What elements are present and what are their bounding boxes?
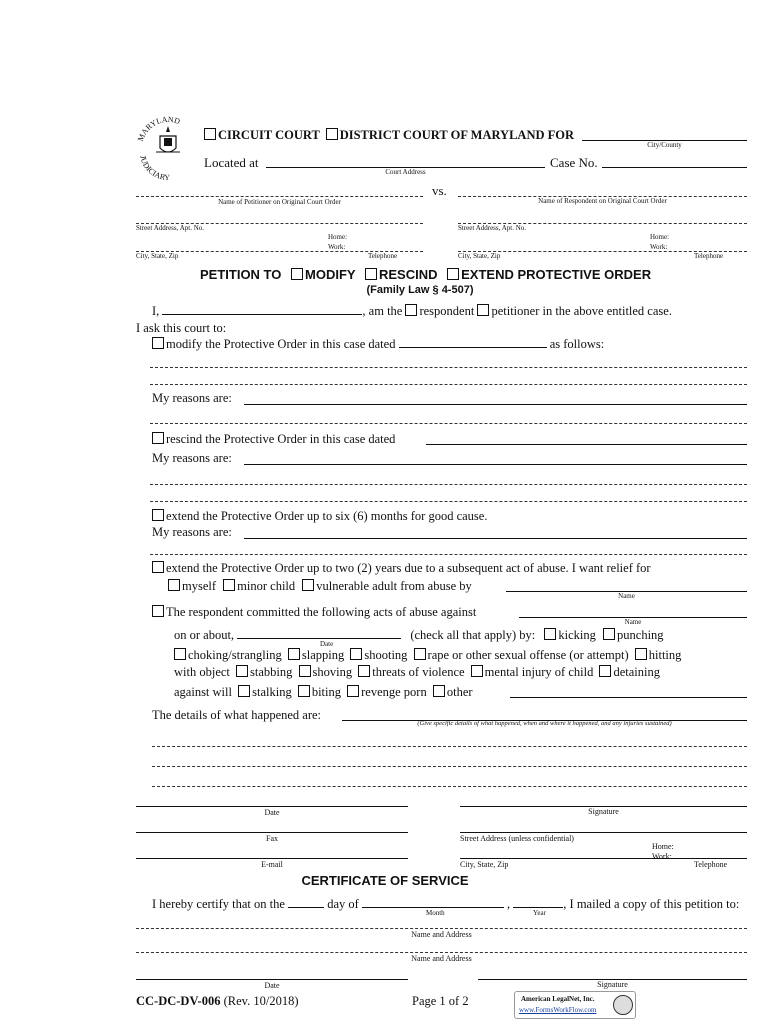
i-label: I, [152, 304, 160, 318]
sign-work-label: Work: [652, 852, 672, 861]
myself-checkbox[interactable] [168, 579, 180, 591]
ask-court-label: I ask this court to: [136, 321, 227, 335]
rescind-reasons-label: My reasons are: [152, 451, 232, 465]
on-or-about-line [174, 628, 664, 643]
biting-label: biting [311, 685, 341, 699]
details-label: The details of what happened are: [152, 708, 322, 722]
extend-six-option [152, 509, 487, 524]
details-line-1[interactable] [152, 746, 747, 747]
choking-checkbox[interactable] [174, 648, 186, 660]
with-object-label: with object [174, 665, 230, 679]
statement-line [152, 304, 672, 319]
extend-title-checkbox[interactable] [447, 268, 459, 280]
extend-six-checkbox[interactable] [152, 509, 164, 521]
threats-checkbox[interactable] [358, 665, 370, 677]
details-line-2[interactable] [152, 766, 747, 767]
publisher-logo-icon [613, 995, 633, 1015]
signature-caption: Signature [588, 807, 619, 816]
rescind-title-label: RESCIND [378, 267, 438, 282]
rape-checkbox[interactable] [414, 648, 426, 660]
stabbing-checkbox[interactable] [236, 665, 248, 677]
vulnerable-adult-checkbox[interactable] [302, 579, 314, 591]
extend-two-label: extend the Protective Order up to two (2) years due to a subsequent act of abuse. I want relief for [166, 561, 651, 575]
publisher-box [514, 991, 636, 1019]
kicking-checkbox[interactable] [544, 628, 556, 640]
case-no-label: Case No. [550, 155, 598, 170]
extend-six-reasons-field[interactable] [244, 538, 747, 539]
petitioner-label: petitioner in the above entitled case. [491, 304, 672, 318]
email-field[interactable] [136, 858, 408, 859]
shoving-checkbox[interactable] [299, 665, 311, 677]
rape-label: rape or other sexual offense (or attempt) [427, 648, 629, 662]
name-address-field-1[interactable] [136, 928, 747, 929]
respondent-street-caption: Street Address, Apt. No. [458, 224, 527, 232]
circuit-court-checkbox[interactable] [204, 128, 216, 140]
mental-injury-checkbox[interactable] [471, 665, 483, 677]
city-county-caption: City/County [647, 141, 682, 149]
details-line-3[interactable] [152, 786, 747, 787]
shooting-label: shooting [364, 648, 408, 662]
abuse-types-row-3 [174, 685, 473, 700]
petitioner-work-label: Work: [328, 243, 346, 251]
form-id [136, 994, 298, 1009]
certificate-title: CERTIFICATE OF SERVICE [301, 873, 469, 888]
modify-reasons-label: My reasons are: [152, 391, 232, 405]
publisher-url[interactable]: www.FormsWorkFlow.com [519, 1006, 597, 1014]
respondent-telephone-caption: Telephone [694, 252, 724, 260]
check-all-label: (check all that apply) by: [410, 628, 536, 642]
modify-date-field[interactable] [399, 337, 547, 348]
extend-two-checkbox[interactable] [152, 561, 164, 573]
revenge-porn-label: revenge porn [361, 685, 427, 699]
modify-label: modify the Protective Order in this case dated [166, 337, 396, 351]
rescind-date-field[interactable] [426, 444, 747, 445]
name-field[interactable] [162, 304, 362, 315]
slapping-checkbox[interactable] [288, 648, 300, 660]
stalking-checkbox[interactable] [238, 685, 250, 697]
cert-date-field[interactable] [136, 979, 408, 980]
biting-checkbox[interactable] [298, 685, 310, 697]
cert-day-field[interactable] [288, 897, 324, 908]
fax-field[interactable] [136, 832, 408, 833]
street-caption: Street Address (unless confidential) [460, 834, 574, 843]
extend-six-line[interactable] [150, 554, 747, 555]
respondent-city-caption: City, State, Zip [458, 252, 501, 260]
petitioner-checkbox[interactable] [477, 304, 489, 316]
acts-of-abuse-checkbox[interactable] [152, 605, 164, 617]
abuse-date-field[interactable] [237, 628, 401, 639]
cert-comma: , [507, 897, 511, 911]
victim-name-caption: Name [624, 618, 642, 626]
cert-signature-caption: Signature [597, 980, 628, 989]
cert-month-caption: Month [426, 909, 445, 917]
cert-year-field[interactable] [513, 897, 563, 908]
petition-to-label: PETITION TO [200, 267, 282, 282]
rescind-line-1[interactable] [150, 484, 747, 485]
petitioner-street-caption: Street Address, Apt. No. [136, 224, 205, 232]
modify-option [152, 337, 604, 352]
publisher-name: American LegalNet, Inc. [521, 995, 595, 1003]
form-id-label: CC-DC-DV-006 [136, 994, 221, 1008]
mental-injury-label: mental injury of child [484, 665, 594, 679]
modify-reasons-line[interactable] [150, 423, 747, 424]
rescind-reasons-field[interactable] [244, 464, 747, 465]
revenge-porn-checkbox[interactable] [347, 685, 359, 697]
petition-subtitle: (Family Law § 4-507) [366, 284, 474, 296]
name-address-caption-1: Name and Address [411, 930, 472, 939]
detaining-label: detaining [613, 665, 660, 679]
respondent-label: respondent [419, 304, 475, 318]
day-of-label: day of [327, 897, 359, 911]
other-field[interactable] [510, 697, 747, 698]
mailed-label: , I mailed a copy of this petition to: [563, 897, 740, 911]
sign-city-caption: City, State, Zip [460, 860, 509, 869]
modify-line-1[interactable] [150, 367, 747, 368]
modify-title-checkbox[interactable] [291, 268, 303, 280]
fax-caption: Fax [266, 834, 278, 843]
on-or-about-label: on or about, [174, 628, 235, 642]
svg-text:JUDICIARY: JUDICIARY [138, 154, 171, 180]
court-address-caption: Court Address [385, 168, 426, 176]
abuse-types-row-2 [174, 665, 660, 680]
sign-date-field[interactable] [136, 806, 408, 807]
rescind-title-checkbox[interactable] [365, 268, 377, 280]
petition-title [200, 267, 651, 282]
abuse-date-caption: Date [320, 640, 334, 648]
modify-reasons-field[interactable] [244, 404, 747, 405]
as-follows-label: as follows: [549, 337, 605, 351]
district-court-label: DISTRICT COURT OF MARYLAND FOR [339, 128, 575, 142]
petitioner-city-caption: City, State, Zip [136, 252, 179, 260]
page-number: Page 1 of 2 [412, 994, 469, 1008]
other-checkbox[interactable] [433, 685, 445, 697]
extend-six-reasons-label: My reasons are: [152, 525, 232, 539]
am-the-label: , am the [362, 304, 403, 318]
relief-for-options [168, 579, 472, 594]
form-revision: (Rev. 10/2018) [223, 994, 299, 1008]
cert-date-caption: Date [264, 981, 280, 990]
rescind-option [152, 432, 395, 447]
punching-checkbox[interactable] [603, 628, 615, 640]
name-address-caption-2: Name and Address [411, 954, 472, 963]
district-court-checkbox[interactable] [326, 128, 338, 140]
modify-title-label: MODIFY [305, 267, 356, 282]
vulnerable-adult-label: vulnerable adult from abuse by [316, 579, 472, 593]
sign-city-field[interactable] [460, 858, 747, 859]
hitting-label: hitting [648, 648, 682, 662]
certify-line [152, 897, 739, 912]
rescind-label: rescind the Protective Order in this case dated [166, 432, 396, 446]
email-caption: E-mail [261, 860, 283, 869]
extend-title-label: EXTEND PROTECTIVE ORDER [461, 267, 652, 282]
extend-six-label: extend the Protective Order up to six (6) months for good cause. [166, 509, 488, 523]
stabbing-label: stabbing [250, 665, 293, 679]
stalking-label: stalking [252, 685, 292, 699]
respondent-name-caption: Name of Respondent on Original Court Order [538, 197, 667, 205]
respondent-checkbox[interactable] [405, 304, 417, 316]
court-selection [204, 128, 574, 143]
punching-label: punching [617, 628, 664, 642]
name-address-field-2[interactable] [136, 952, 747, 953]
sign-date-caption: Date [264, 808, 280, 817]
petitioner-home-label: Home: [328, 233, 348, 241]
abuser-name-caption: Name [618, 592, 635, 600]
detaining-checkbox[interactable] [599, 665, 611, 677]
petitioner-name-field[interactable] [136, 196, 423, 197]
acts-of-abuse-option [152, 605, 476, 620]
circuit-court-label: CIRCUIT COURT [218, 128, 320, 142]
petitioner-name-caption: Name of Petitioner on Original Court Order [218, 198, 341, 206]
certify-label: I hereby certify that on the [152, 897, 285, 911]
minor-child-label: minor child [237, 579, 296, 593]
against-will-label: against will [174, 685, 232, 699]
extend-two-option [152, 561, 651, 576]
choking-label: choking/strangling [188, 648, 282, 662]
case-no-field[interactable] [602, 167, 747, 168]
shoving-label: shoving [312, 665, 353, 679]
street-field[interactable] [460, 832, 747, 833]
respondent-work-label: Work: [650, 243, 668, 251]
minor-child-checkbox[interactable] [223, 579, 235, 591]
shooting-checkbox[interactable] [350, 648, 362, 660]
respondent-home-label: Home: [650, 233, 670, 241]
modify-checkbox[interactable] [152, 337, 164, 349]
acts-of-abuse-label: The respondent committed the following acts of abuse against [166, 605, 477, 619]
sign-telephone-caption: Telephone [694, 860, 728, 869]
located-at-label: Located at [204, 155, 259, 170]
modify-line-2[interactable] [150, 384, 747, 385]
kicking-label: kicking [558, 628, 596, 642]
cert-month-field[interactable] [362, 897, 504, 908]
slapping-label: slapping [301, 648, 345, 662]
hitting-checkbox[interactable] [635, 648, 647, 660]
rescind-checkbox[interactable] [152, 432, 164, 444]
maryland-judiciary-seal [136, 108, 200, 180]
cert-year-caption: Year [533, 909, 546, 917]
details-hint: (Give specific details of what happened, when and where it happened, and any injuries sustained) [417, 720, 672, 727]
vs-label: vs. [432, 183, 447, 198]
svg-text:MARYLAND: MARYLAND [136, 114, 182, 143]
petitioner-telephone-caption: Telephone [368, 252, 398, 260]
threats-label: threats of violence [372, 665, 465, 679]
myself-label: myself [182, 579, 217, 593]
sign-home-label: Home: [652, 842, 674, 851]
other-label: other [446, 685, 473, 699]
abuse-types-row-1 [174, 648, 681, 663]
rescind-line-2[interactable] [150, 501, 747, 502]
